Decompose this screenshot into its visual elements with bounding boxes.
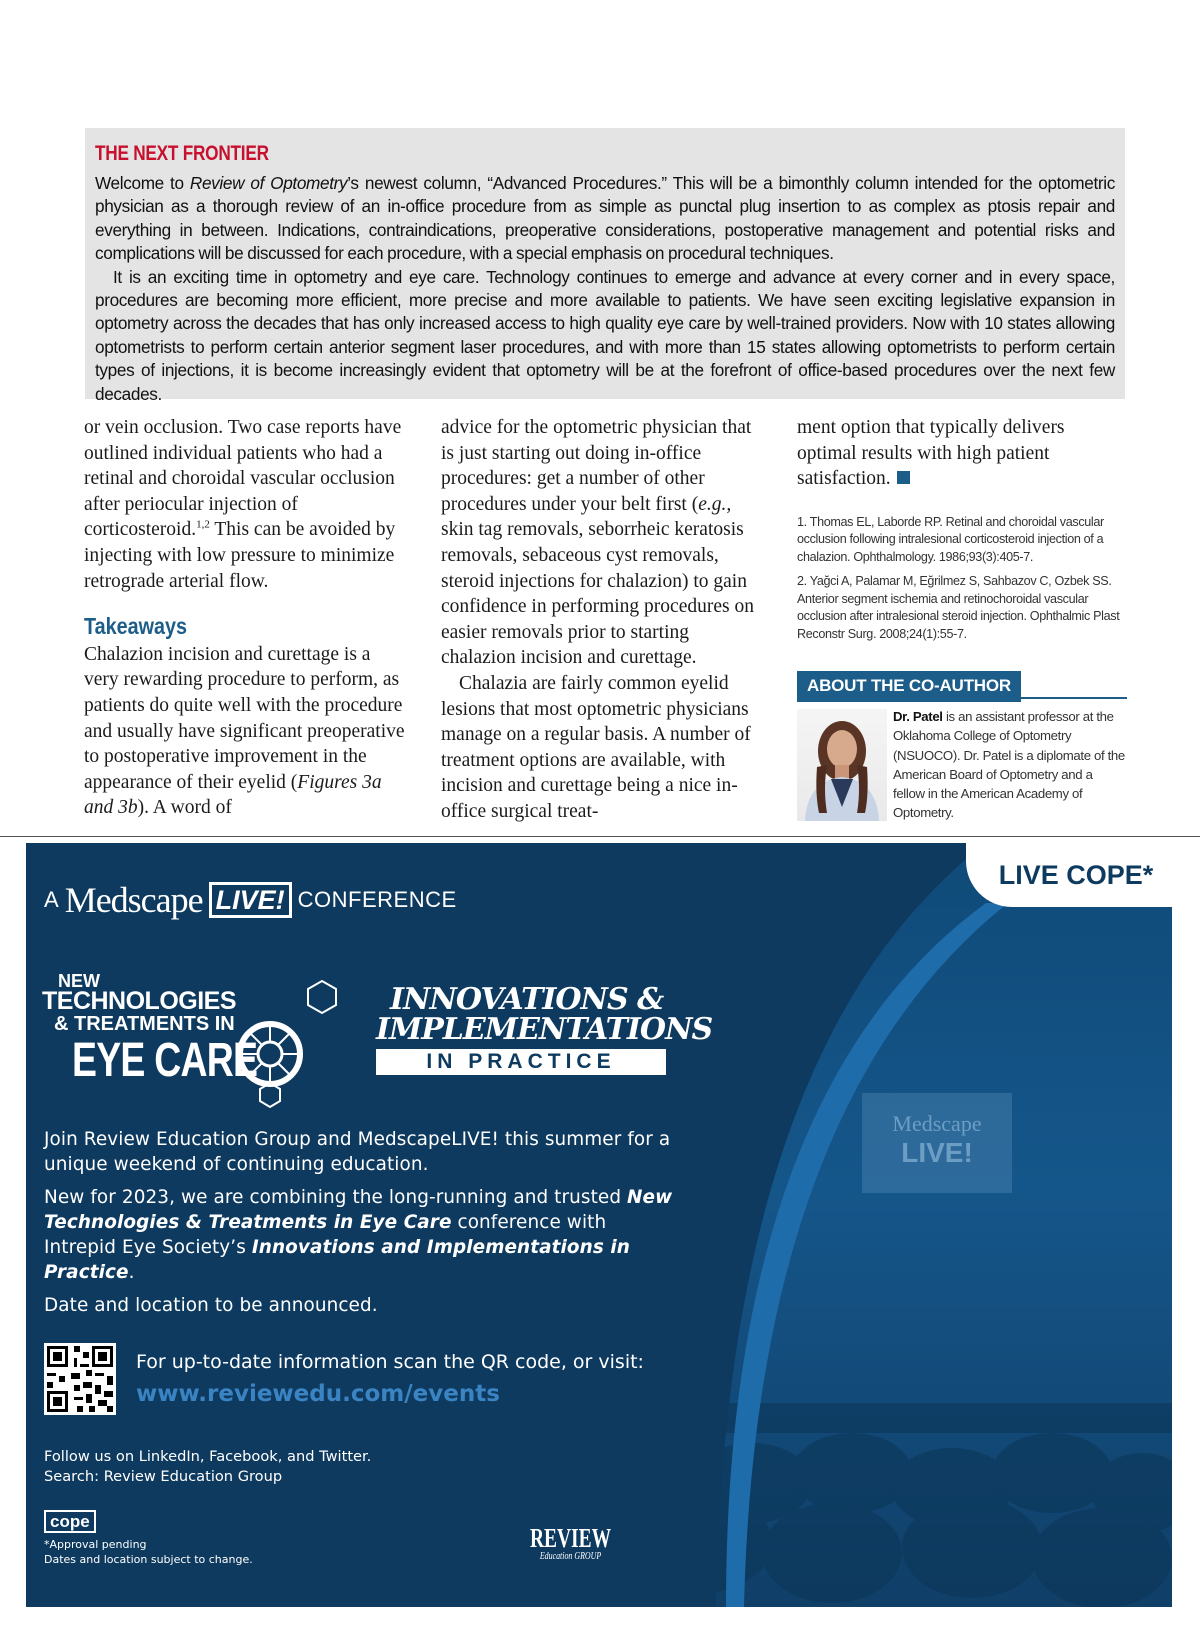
reference-item: 2. Yağci A, Palamar M, Eğrilmez S, Sahbazov C, Ozbek SS. Anterior segment ischemia and retinochoroidal vascular occlusion after intralesional steroid injection. Ophthalmic Plast Reconstr Surg. 2008;24(1):55-7. bbox=[797, 574, 1120, 641]
conference-ad bbox=[26, 843, 1172, 1607]
about-heading: ABOUT THE CO-AUTHOR bbox=[797, 671, 1021, 702]
innovations-logo: INNOVATIONS & IMPLEMENTATIONS IN PRACTICE bbox=[376, 982, 713, 1073]
ad-paragraph-2: New for 2023, we are combining the long-running and trusted New Technologies & Treatments in Eye Care conference with Intrepid Eye Society’s Innovations and Implementations in Practice. bbox=[44, 1187, 673, 1283]
article-column-3 bbox=[797, 415, 1127, 827]
author-name: Dr. Patel bbox=[893, 709, 943, 725]
takeaways-heading: Takeaways bbox=[84, 613, 188, 640]
ad-footnote: *Approval pending Dates and location subject to change. bbox=[44, 1538, 253, 1566]
qr-code[interactable] bbox=[44, 1343, 116, 1415]
qr-instructions: For up-to-date information scan the QR code, or visit: bbox=[136, 1351, 644, 1373]
next-frontier-box bbox=[85, 128, 1125, 404]
medscape-live-logo: A Medscape LIVE! CONFERENCE bbox=[44, 880, 457, 920]
article-column-1 bbox=[84, 415, 406, 821]
citation: 1,2 bbox=[196, 518, 210, 531]
social-follow: Follow us on LinkedIn, Facebook, and Twitter. Search: Review Education Group bbox=[44, 1448, 372, 1485]
author-photo bbox=[797, 709, 887, 821]
col3-paragraph-1: ment option that typically delivers optimal results with high patient satisfaction. bbox=[797, 417, 1065, 490]
about-text: Dr. Patel is an assistant professor at the Oklahoma College of Optometry (NSUOCO). Dr. Patel is a diplomate of the American Board of Optometry and a fellow in the American Academy of Optometry. bbox=[893, 709, 1125, 821]
ad-paragraph-1: Join Review Education Group and MedscapeLIVE! this summer for a unique weekend of continuing education. bbox=[44, 1129, 671, 1175]
events-link[interactable]: www.reviewedu.com/events bbox=[136, 1381, 500, 1407]
col1-paragraph-1: or vein occlusion. Two case reports have outlined individual patients who had a retinal and choroidal vascular occlusion after periocular injection of corticosteroid.$^{1,2}$ This can be avoided by injecting with low pressure to minimize retrograde arterial flow. bbox=[84, 417, 402, 592]
about-coauthor bbox=[797, 707, 1127, 827]
reference-item: 1. Thomas EL, Laborde RP. Retinal and choroidal vascular occlusion following intralesional corticosteroid injection of a chalazion. Ophthalmology. 1986;93(3):405-7. bbox=[797, 514, 1104, 564]
article-column-2 bbox=[441, 415, 763, 825]
frontier-paragraph-1: Welcome to Review of Optometry’s newest column, “Advanced Procedures.” This will be a bimonthly column intended for the optometric physician as a thorough review of an in-office procedure from as simple as punctal plug insertion to as complex as ptosis repair and everything in between. Indications, contraindications, preoperative considerations, postoperative management and potential risks and complications will be discussed for each procedure, with a special emphasis on procedural techniques. bbox=[95, 173, 1115, 264]
page-divider bbox=[0, 836, 1200, 837]
ad-body-text bbox=[44, 1127, 674, 1326]
col2-paragraph-2: Chalazia are fairly common eyelid lesions that most optometric physicians manage on a regular basis. A number of treatment options are available, with incision and curettage being a nice in-office surgical treat- bbox=[441, 672, 751, 822]
journal-name: Review of Optometry bbox=[189, 173, 348, 193]
ad-paragraph-3: Date and location to be announced. bbox=[44, 1295, 378, 1316]
col2-paragraph-1: advice for the optometric physician that is just starting out doing in-office procedures: get a number of other procedures under your belt first (e.g., skin tag removals, seborrheic keratosis removals, sebaceous cyst removals, steroid injections for chalazion) to gain confidence in performing procedures on easier removals prior to starting chalazion incision and curettage. bbox=[441, 417, 754, 669]
col1-paragraph-2: Chalazion incision and curettage is a very rewarding procedure to perform, as patients do quite well with the procedure and usually have significant preoperative to postoperative improvement in the appearance of their eyelid (Figures 3a and 3b). A word of bbox=[84, 643, 405, 819]
live-cope-badge: LIVE COPE* bbox=[966, 843, 1172, 907]
frontier-paragraph-2: It is an exciting time in optometry and eye care. Technology continues to emerge and advance at every corner and in every space, procedures are becoming more efficient, more precise and more available to patients. We have seen exciting legislative expansion in optometry across the decades that has only increased access to high quality eye care by well-trained providers. Now with 10 states allowing optometrists to perform certain anterior segment laser procedures, and with more than 15 states allowing optometrists to perform certain types of injections, it is become increasingly evident that optometry will be at the forefront of office-based procedures over the next few decades. bbox=[95, 266, 1115, 404]
eye-molecule-icon bbox=[230, 979, 340, 1109]
cope-logo: cope bbox=[44, 1510, 96, 1533]
about-coauthor-header bbox=[797, 671, 1127, 699]
frontier-title: THE NEXT FRONTIER bbox=[95, 142, 269, 165]
review-education-logo: REVIEW Education GROUP bbox=[530, 1523, 612, 1562]
end-mark-icon bbox=[897, 471, 910, 484]
ntt-eye-care-logo: NEW TECHNOLOGIES & TREATMENTS IN EYE CARE bbox=[42, 971, 342, 1111]
stage-screen: Medscape LIVE! bbox=[862, 1093, 1012, 1193]
references bbox=[797, 514, 1127, 644]
